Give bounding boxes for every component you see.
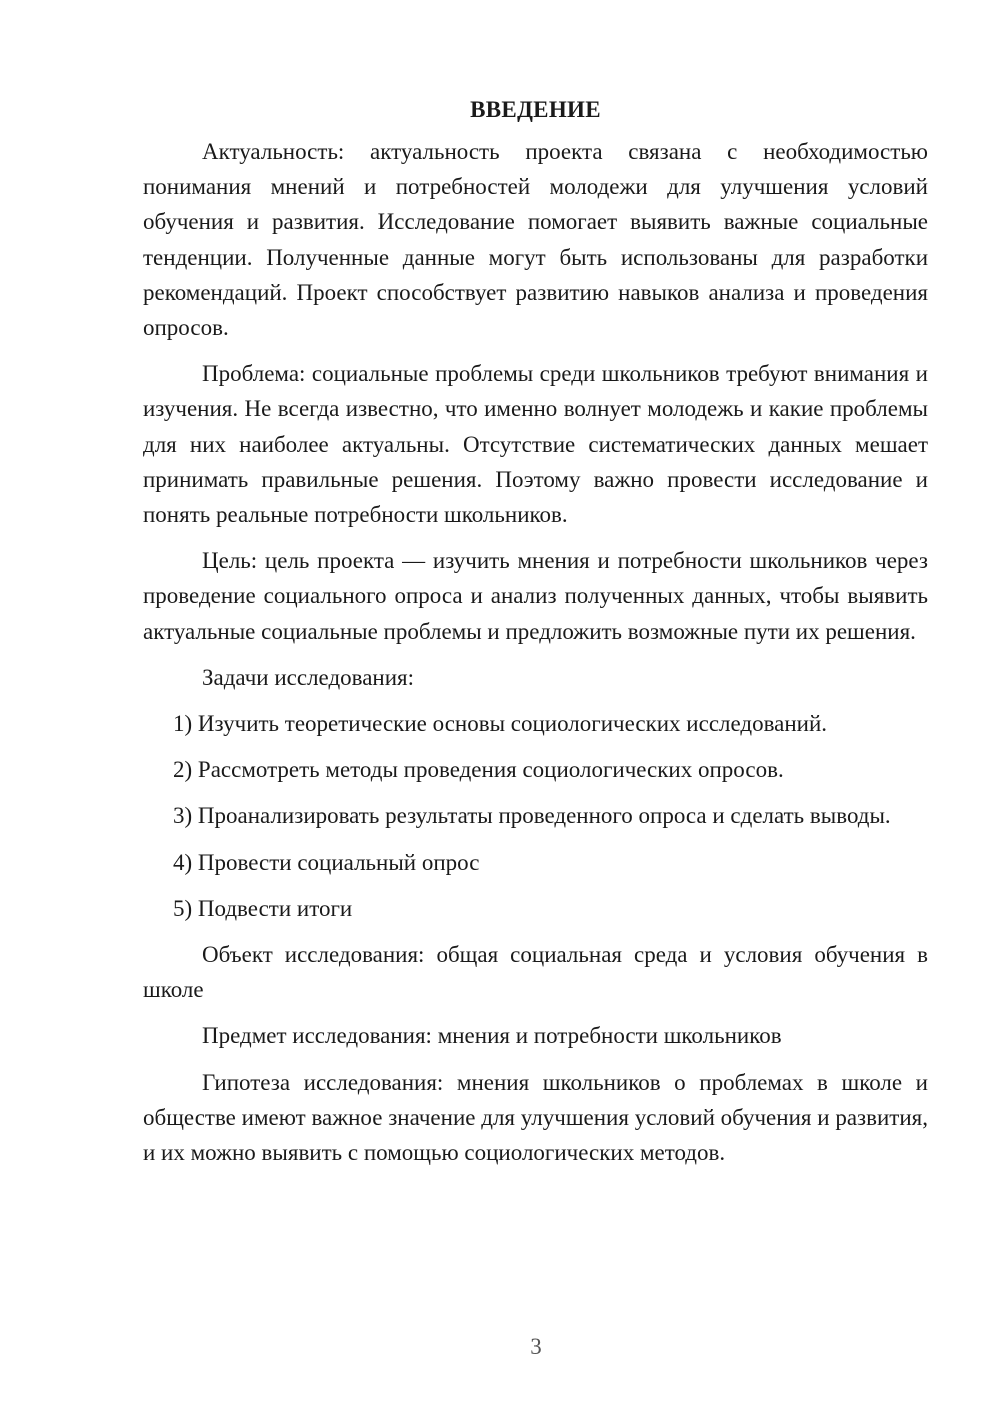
page-number: 3 (530, 1334, 542, 1359)
paragraph-goal: Цель: цель проекта — изучить мнения и потребности школьников через проведение социального опроса и анализ полученных данных, чтобы выявить актуальные социальные проблемы и предложить возможные пути их решения. (143, 548, 928, 644)
paragraph-subject: Предмет исследования: мнения и потребности школьников (202, 1023, 782, 1049)
tasks-heading: Задачи исследования: (202, 664, 415, 690)
task-item-2: 2) Рассмотреть методы проведения социологических опросов. (173, 757, 784, 783)
task-item-4: 4) Провести социальный опрос (173, 849, 480, 875)
paragraph-problem: Проблема: социальные проблемы среди школьников требуют внимания и изучения. Не всегда известно, что именно волнует молодежь и какие проблемы для них наиболее актуальны. Отсутствие систематических данных мешает принимать правильные решения. Поэтому важно провести исследование и понять реальные потребности школьников. (143, 361, 928, 528)
task-item-1: 1) Изучить теоретические основы социологических исследований. (173, 711, 828, 737)
page-title: ВВЕДЕНИЕ (470, 97, 601, 122)
document-page (143, 92, 928, 1181)
task-item-3: 3) Проанализировать результаты проведенного опроса и сделать выводы. (173, 803, 891, 829)
task-item-5: 5) Подвести итоги (173, 895, 353, 921)
paragraph-hypothesis: Гипотеза исследования: мнения школьников о проблемах в школе и обществе имеют важное значение для улучшения условий обучения и развития, и их можно выявить с помощью социологических методов. (143, 1069, 928, 1166)
paragraph-object: Объект исследования: общая социальная среда и условия обучения в школе (143, 942, 928, 1003)
paragraph-relevance: Актуальность: актуальность проекта связана с необходимостью понимания мнений и потребностей молодежи для улучшения условий обучения и развития. Исследование помогает выявить важные социальные тенденции. Полученные данные могут быть использованы для разработки рекомендаций. Проект способствует развитию навыков анализа и проведения опросов. (143, 139, 928, 341)
